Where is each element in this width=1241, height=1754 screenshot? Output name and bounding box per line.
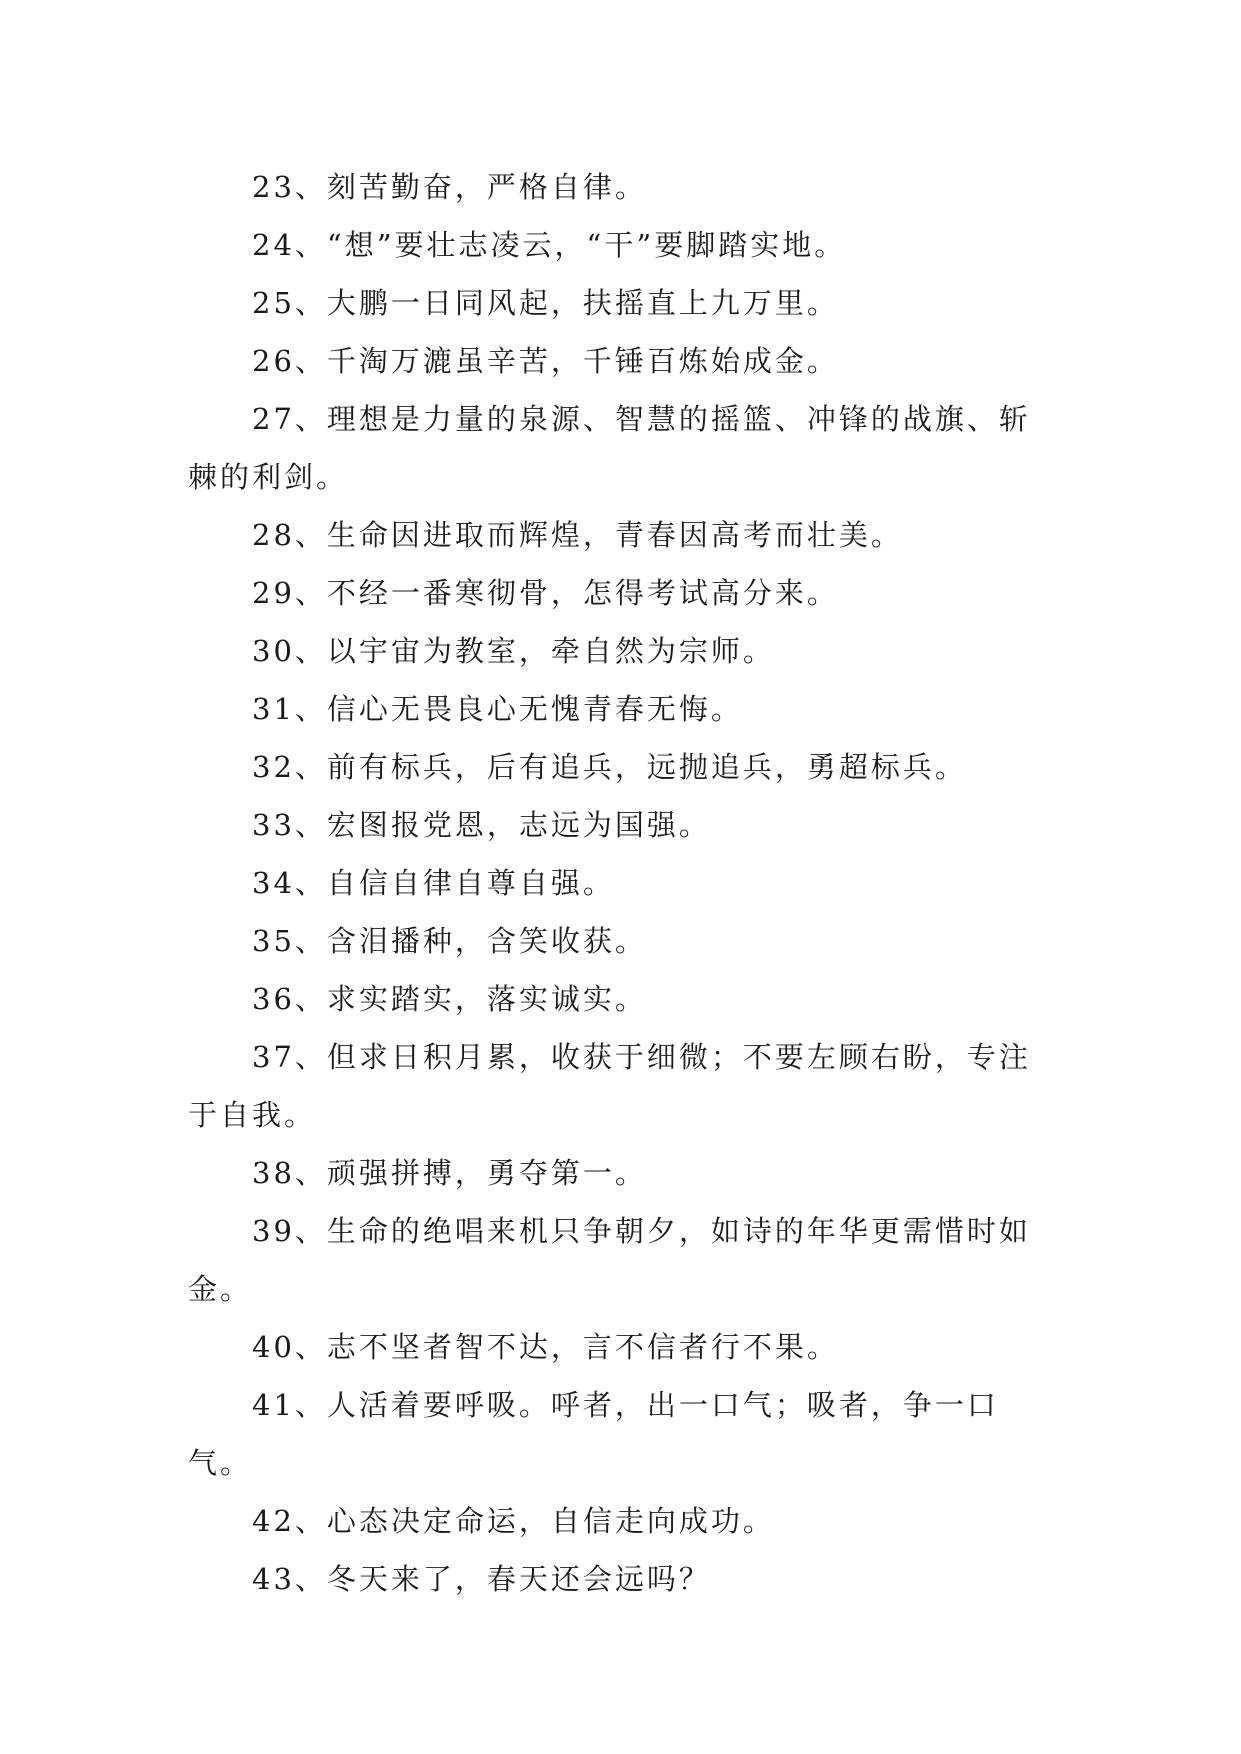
list-item: 39、生命的绝唱来机只争朝夕，如诗的年华更需惜时如金。	[188, 1214, 1031, 1306]
list-item: 27、理想是力量的泉源、智慧的摇篮、冲锋的战旗、斩棘的利剑。	[188, 402, 1031, 494]
list-item: 32、前有标兵，后有追兵，远抛追兵，勇超标兵。	[252, 750, 967, 784]
list-item: 42、心态决定命运，自信走向成功。	[252, 1504, 775, 1538]
list-item: 30、以宇宙为教室，牵自然为宗师。	[252, 634, 775, 668]
list-item: 36、求实踏实，落实诚实。	[252, 982, 647, 1016]
list-item: 31、信心无畏良心无愧青春无悔。	[252, 692, 743, 726]
list-item: 29、不经一番寒彻骨，怎得考试高分来。	[252, 576, 839, 610]
list-item: 28、生命因进取而辉煌，青春因高考而壮美。	[252, 518, 903, 552]
list-item: 38、顽强拼搏，勇夺第一。	[252, 1156, 647, 1190]
list-item: 43、冬天来了，春天还会远吗？	[252, 1562, 711, 1596]
list-item: 35、含泪播种，含笑收获。	[252, 924, 647, 958]
list-item: 40、志不坚者智不达，言不信者行不果。	[252, 1330, 839, 1364]
list-item: 25、大鹏一日同风起，扶摇直上九万里。	[252, 286, 839, 320]
list-item: 34、自信自律自尊自强。	[252, 866, 615, 900]
list-item: 41、人活着要呼吸。呼者，出一口气；吸者，争一口气。	[188, 1388, 999, 1480]
list-item: 24、“想”要壮志凌云，“干”要脚踏实地。	[252, 228, 847, 262]
list-item: 33、宏图报党恩，志远为国强。	[252, 808, 711, 842]
list-item: 37、但求日积月累，收获于细微；不要左顾右盼，专注于自我。	[188, 1040, 1031, 1132]
list-item: 23、刻苦勤奋，严格自律。	[252, 170, 647, 204]
slogan-list	[188, 158, 1048, 1608]
list-item: 26、千淘万漉虽辛苦，千锤百炼始成金。	[252, 344, 839, 378]
